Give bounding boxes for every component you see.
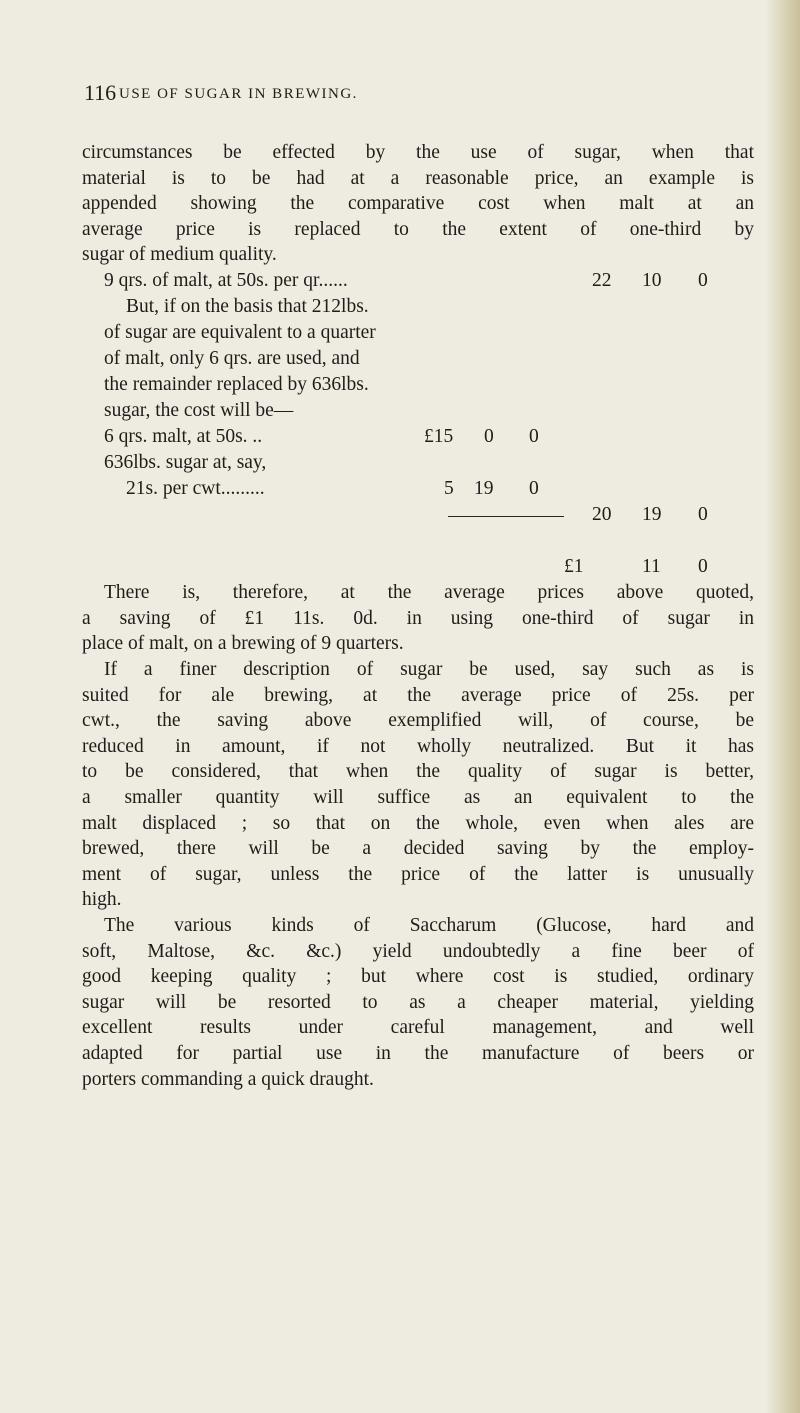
amount-pence: 0 bbox=[698, 556, 708, 577]
amount-pounds: 22 bbox=[592, 270, 612, 291]
text-line: average price is replaced to the extent of one-third by bbox=[82, 218, 754, 240]
amount-shillings: 19 bbox=[474, 478, 494, 499]
saccharum-paragraph bbox=[82, 913, 754, 1092]
finer-sugar-paragraph bbox=[82, 657, 754, 913]
text-line: good keeping quality ; but where cost is studied, ordinary bbox=[82, 966, 754, 988]
row-label: 21s. per cwt......... bbox=[126, 478, 265, 499]
text-line: sugar will be resorted to as a cheaper material, yielding bbox=[82, 991, 754, 1013]
amount-pence: 0 bbox=[698, 504, 708, 525]
subtotal-rule bbox=[448, 516, 564, 517]
text-line: If a finer description of sugar be used, say such as is bbox=[104, 659, 754, 680]
text-line: high. bbox=[82, 889, 122, 911]
amount-pence: 0 bbox=[529, 478, 539, 499]
text-line: adapted for partial use in the manufacture of beers or bbox=[82, 1042, 754, 1064]
text-line: place of malt, on a brewing of 9 quarters. bbox=[82, 633, 404, 655]
amount-pounds: £15 bbox=[424, 426, 454, 447]
text-line: There is, therefore, at the average prices above quoted, bbox=[104, 582, 754, 603]
text-line: suited for ale brewing, at the average price of 25s. per bbox=[82, 684, 754, 706]
text-line: The various kinds of Saccharum (Glucose, hard and bbox=[104, 915, 754, 936]
amount-pounds: 5 bbox=[444, 478, 454, 499]
text-line: of malt, only 6 qrs. are used, and bbox=[104, 348, 360, 369]
text-line: circumstances be effected by the use of sugar, when that bbox=[82, 142, 754, 163]
amount-pence: 0 bbox=[529, 426, 539, 447]
page-header bbox=[84, 80, 740, 112]
amount-shillings: 10 bbox=[642, 270, 662, 291]
amount-shillings: 11 bbox=[642, 556, 661, 577]
text-line: malt displaced ; so that on the whole, even when ales are bbox=[82, 812, 754, 834]
text-line: a saving of £1 11s. 0d. in using one-third of sugar in bbox=[82, 607, 754, 629]
amount-pounds: 20 bbox=[592, 504, 612, 525]
amount-pounds: £1 bbox=[564, 556, 584, 577]
text-line: excellent results under careful management, and well bbox=[82, 1017, 754, 1039]
amount-pence: 0 bbox=[698, 270, 708, 291]
text-line: cwt., the saving above exemplified will, of course, be bbox=[82, 710, 754, 732]
text-line: brewed, there will be a decided saving by the employ- bbox=[82, 838, 754, 860]
text-line: a smaller quantity will suffice as an equivalent to the bbox=[82, 786, 754, 808]
row-label: 6 qrs. malt, at 50s. .. bbox=[104, 426, 263, 447]
running-title: USE OF SUGAR IN BREWING. bbox=[119, 86, 358, 102]
page-number: 116 bbox=[84, 80, 117, 105]
saving-paragraph bbox=[82, 580, 754, 657]
text-line: to be considered, that when the quality of sugar is better, bbox=[82, 761, 754, 783]
text-line: But, if on the basis that 212lbs. bbox=[126, 296, 369, 317]
text-line: sugar of medium quality. bbox=[82, 244, 277, 266]
amount-shillings: 0 bbox=[484, 426, 494, 447]
row-label: 9 qrs. of malt, at 50s. per qr...... bbox=[104, 270, 348, 291]
intro-paragraph bbox=[82, 140, 754, 268]
text-line: appended showing the comparative cost when malt at an bbox=[82, 193, 754, 215]
text-line: material is to be had at a reasonable price, an example is bbox=[82, 167, 754, 189]
text-line: porters commanding a quick draught. bbox=[82, 1068, 374, 1090]
text-line: the remainder replaced by 636lbs. bbox=[104, 374, 369, 395]
page-edge-shadow bbox=[766, 0, 800, 1413]
text-line: 636lbs. sugar at, say, bbox=[104, 452, 267, 473]
text-line: sugar, the cost will be— bbox=[104, 400, 294, 421]
text-line: ment of sugar, unless the price of the latter is unusually bbox=[82, 863, 754, 885]
text-line: reduced in amount, if not wholly neutralized. But it has bbox=[82, 735, 754, 757]
text-line: soft, Maltose, &c. &c.) yield undoubtedly a fine beer of bbox=[82, 940, 754, 962]
amount-shillings: 19 bbox=[642, 504, 662, 525]
text-line: of sugar are equivalent to a quarter bbox=[104, 322, 376, 343]
